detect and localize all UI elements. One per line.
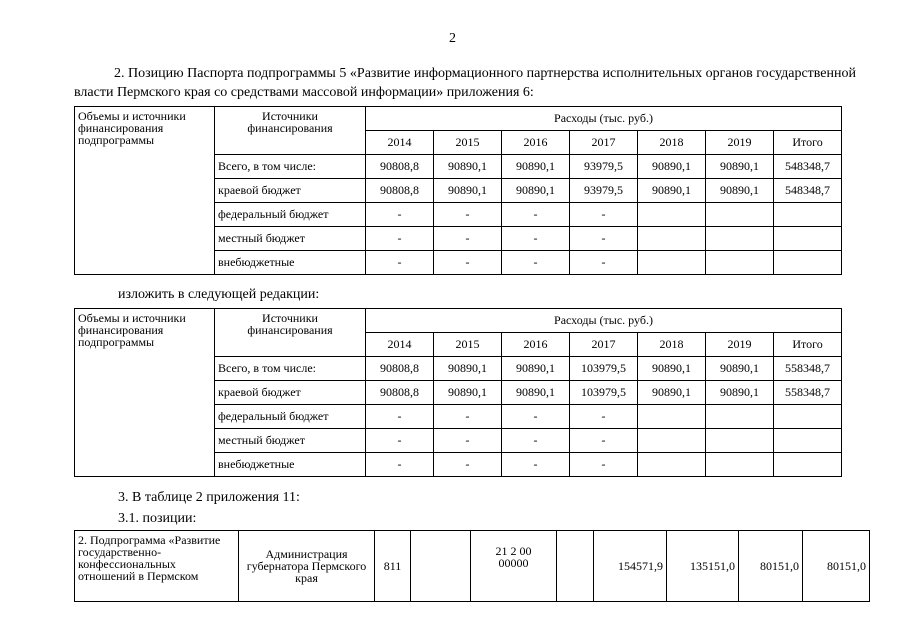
row-label: местный бюджет bbox=[215, 429, 366, 453]
cell-value: 90890,1 bbox=[638, 357, 706, 381]
cell-value: 103979,5 bbox=[570, 357, 638, 381]
cell-value bbox=[706, 203, 774, 227]
cell-value: 90890,1 bbox=[502, 357, 570, 381]
cell-value bbox=[774, 203, 842, 227]
cell-value: - bbox=[502, 203, 570, 227]
cell-value: 90808,8 bbox=[366, 357, 434, 381]
cell-value: 90890,1 bbox=[638, 179, 706, 203]
year-header: 2017 bbox=[570, 131, 638, 155]
row-label: федеральный бюджет bbox=[215, 203, 366, 227]
grbs-code: 811 bbox=[375, 531, 411, 602]
sources-header: Источники финансирования bbox=[215, 107, 366, 155]
csr-code-line2: 00000 bbox=[498, 556, 529, 570]
page-number: 2 bbox=[449, 31, 456, 46]
cell-value: 90890,1 bbox=[434, 381, 502, 405]
year-header: 2015 bbox=[434, 333, 502, 357]
expenses-header: Расходы (тыс. руб.) bbox=[366, 107, 842, 131]
paragraph-item-2: 2. Позицию Паспорта подпрограммы 5 «Развитие информационного партнерства исполнительных органов государственной власти Пермского края со средствами массовой информации» приложения 6: bbox=[74, 66, 856, 100]
cell-value: 103979,5 bbox=[570, 381, 638, 405]
cell-value: - bbox=[434, 405, 502, 429]
csr-code-line1: 21 2 00 bbox=[495, 544, 532, 558]
cell-value: 558348,7 bbox=[774, 357, 842, 381]
row-label: федеральный бюджет bbox=[215, 405, 366, 429]
cell-value: - bbox=[366, 429, 434, 453]
cell-value: - bbox=[366, 227, 434, 251]
cell-value: 90890,1 bbox=[638, 155, 706, 179]
cell-value: - bbox=[570, 203, 638, 227]
row-label: Всего, в том числе: bbox=[215, 357, 366, 381]
cell-value: - bbox=[366, 453, 434, 477]
cell-value: 93979,5 bbox=[570, 179, 638, 203]
expenses-header: Расходы (тыс. руб.) bbox=[366, 309, 842, 333]
cell-value bbox=[706, 453, 774, 477]
cell-value: - bbox=[570, 429, 638, 453]
cell-value: 80151,0 bbox=[803, 531, 870, 602]
cell-value: - bbox=[434, 429, 502, 453]
cell-value bbox=[557, 531, 594, 602]
cell-value bbox=[774, 429, 842, 453]
row-label: местный бюджет bbox=[215, 227, 366, 251]
cell-value: - bbox=[434, 227, 502, 251]
cell-value bbox=[638, 453, 706, 477]
cell-value: - bbox=[570, 405, 638, 429]
year-header: 2018 bbox=[638, 333, 706, 357]
year-header: 2016 bbox=[502, 333, 570, 357]
cell-value: - bbox=[570, 251, 638, 275]
cell-value: - bbox=[502, 429, 570, 453]
cell-value: - bbox=[502, 453, 570, 477]
financing-table-new bbox=[74, 308, 842, 477]
cell-value: 154571,9 bbox=[594, 531, 667, 602]
year-header: 2019 bbox=[706, 333, 774, 357]
year-header: 2014 bbox=[366, 333, 434, 357]
cell-value: - bbox=[570, 453, 638, 477]
target-article-code bbox=[471, 531, 557, 602]
cell-value: - bbox=[434, 251, 502, 275]
cell-value: - bbox=[366, 251, 434, 275]
cell-value: 90890,1 bbox=[706, 155, 774, 179]
cell-value bbox=[706, 227, 774, 251]
year-header: 2016 bbox=[502, 131, 570, 155]
row-label: внебюджетные bbox=[215, 251, 366, 275]
paragraph-new-edition: изложить в следующей редакции: bbox=[118, 287, 320, 302]
cell-value bbox=[706, 251, 774, 275]
cell-value: 90890,1 bbox=[434, 357, 502, 381]
year-header: 2019 bbox=[706, 131, 774, 155]
financing-table-old bbox=[74, 106, 842, 275]
year-header: 2015 bbox=[434, 131, 502, 155]
cell-value: 90890,1 bbox=[502, 381, 570, 405]
cell-value bbox=[774, 453, 842, 477]
volumes-label: Объемы и источники финансирования подпрограммы bbox=[75, 309, 215, 477]
cell-value: 90808,8 bbox=[366, 155, 434, 179]
cell-value: - bbox=[366, 203, 434, 227]
cell-value: 90890,1 bbox=[706, 357, 774, 381]
cell-value: 548348,7 bbox=[774, 155, 842, 179]
paragraph-item-3: 3. В таблице 2 приложения 11: bbox=[118, 490, 300, 505]
cell-value: 548348,7 bbox=[774, 179, 842, 203]
cell-value: 90890,1 bbox=[502, 155, 570, 179]
responsible-organization: Администрация губернатора Пермского края bbox=[239, 531, 375, 602]
subprogram-name: 2. Подпрограмма «Развитие государственно-конфессиональных отношений в Пермском bbox=[75, 531, 239, 602]
cell-value: - bbox=[502, 405, 570, 429]
cell-value: 90890,1 bbox=[434, 155, 502, 179]
cell-value: 90890,1 bbox=[706, 381, 774, 405]
cell-value: - bbox=[434, 453, 502, 477]
cell-value: - bbox=[570, 227, 638, 251]
cell-value: - bbox=[434, 203, 502, 227]
cell-value: 135151,0 bbox=[667, 531, 739, 602]
total-header: Итого bbox=[774, 131, 842, 155]
cell-value bbox=[638, 227, 706, 251]
paragraph-item-3-1: 3.1. позиции: bbox=[118, 511, 197, 526]
cell-value bbox=[638, 429, 706, 453]
cell-value bbox=[774, 227, 842, 251]
sources-header: Источники финансирования bbox=[215, 309, 366, 357]
year-header: 2017 bbox=[570, 333, 638, 357]
cell-value bbox=[774, 405, 842, 429]
cell-value: 90890,1 bbox=[502, 179, 570, 203]
year-header: 2014 bbox=[366, 131, 434, 155]
table-row bbox=[75, 531, 870, 602]
row-label: Всего, в том числе: bbox=[215, 155, 366, 179]
row-label: краевой бюджет bbox=[215, 179, 366, 203]
cell-value: 90890,1 bbox=[434, 179, 502, 203]
cell-value bbox=[706, 429, 774, 453]
cell-value: - bbox=[502, 251, 570, 275]
cell-value bbox=[638, 203, 706, 227]
cell-value: 90808,8 bbox=[366, 381, 434, 405]
cell-value bbox=[411, 531, 471, 602]
cell-value: 90890,1 bbox=[706, 179, 774, 203]
cell-value: 93979,5 bbox=[570, 155, 638, 179]
cell-value: 80151,0 bbox=[739, 531, 803, 602]
row-label: внебюджетные bbox=[215, 453, 366, 477]
position-table bbox=[74, 530, 870, 602]
cell-value bbox=[774, 251, 842, 275]
total-header: Итого bbox=[774, 333, 842, 357]
year-header: 2018 bbox=[638, 131, 706, 155]
cell-value: 90890,1 bbox=[638, 381, 706, 405]
cell-value: 558348,7 bbox=[774, 381, 842, 405]
volumes-label: Объемы и источники финансирования подпрограммы bbox=[75, 107, 215, 275]
cell-value bbox=[638, 251, 706, 275]
cell-value: 90808,8 bbox=[366, 179, 434, 203]
row-label: краевой бюджет bbox=[215, 381, 366, 405]
cell-value bbox=[706, 405, 774, 429]
cell-value: - bbox=[366, 405, 434, 429]
cell-value: - bbox=[502, 227, 570, 251]
cell-value bbox=[638, 405, 706, 429]
